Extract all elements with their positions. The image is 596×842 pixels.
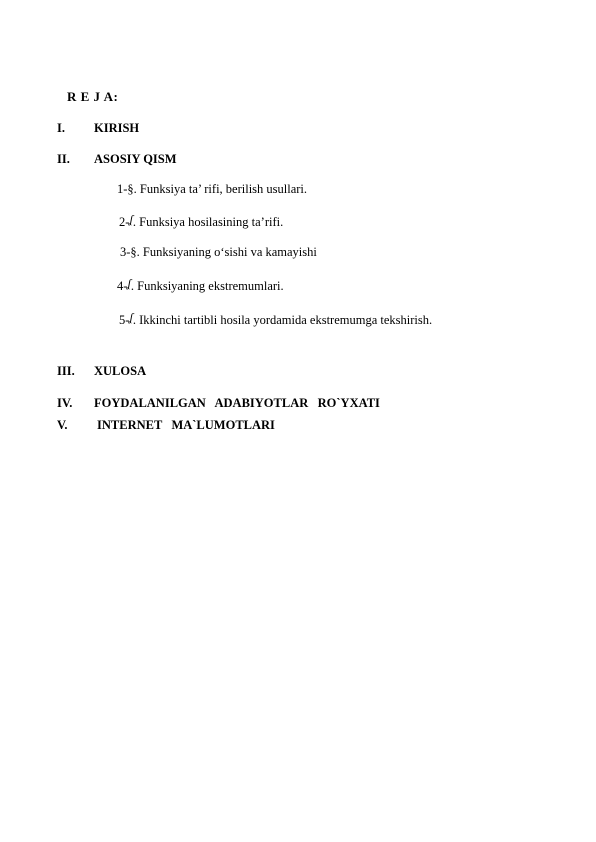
subsection-item-2 [119,212,284,230]
subsection-text: . Funksiyaning o‘sishi va kamayishi [136,245,317,259]
subsection-item-3 [120,245,317,260]
subsection-item-4 [117,276,284,294]
section-number: II. [57,152,70,166]
section-sign-symbol: ʆ [129,310,133,324]
subsection-item-5 [119,310,433,328]
section-label: INTERNET MA`LUMOTLARI [97,418,275,432]
subsection-item-1 [117,182,307,197]
section-label: FOYDALANILGAN ADABIYOTLAR RO`YXATI [94,396,380,410]
subsection-prefix: 4- [117,279,128,293]
subsection-text: . Funksiya ta’ rifi, berilish usullari. [133,182,308,196]
section-label: XULOSA [94,364,147,378]
subsection-prefix: 3-§ [120,245,137,259]
section-number: V. [57,418,68,432]
section-label: ASOSIY QISM [94,152,177,166]
subsection-text: . Ikkinchi tartibli hosila yordamida ekstremumga tekshirish. [132,313,433,327]
subsection-text: . Funksiya hosilasining ta’rifi. [132,215,284,229]
section-sign-symbol: ʆ [127,276,131,290]
section-number: I. [57,121,65,135]
section-number: IV. [57,396,73,410]
section-label: KIRISH [94,121,140,135]
plan-title: R E J A: [67,89,119,104]
subsection-prefix: 5- [119,313,130,327]
subsection-text: . Funksiyaning ekstremumlari. [130,279,284,293]
subsection-prefix: 1-§ [117,182,134,196]
section-sign-symbol: ʆ [129,212,133,226]
section-number: III. [57,364,75,378]
subsection-prefix: 2- [119,215,130,229]
